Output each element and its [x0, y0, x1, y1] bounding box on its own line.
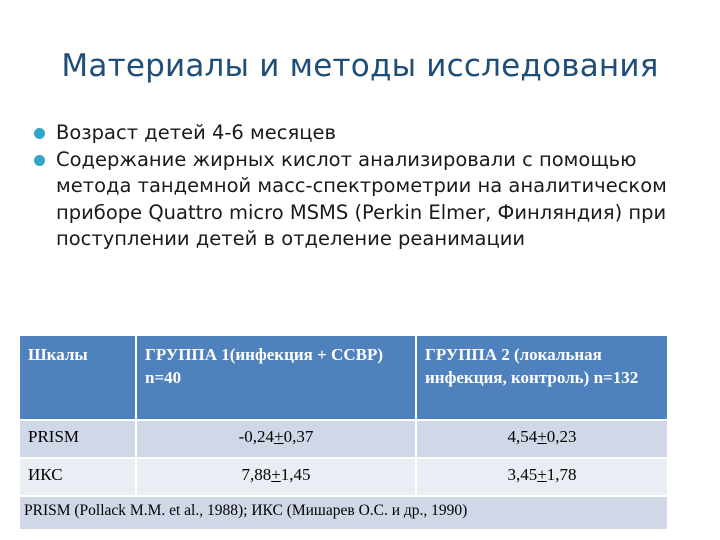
cell-group-2 — [416, 420, 668, 458]
plus-minus-sign: + — [271, 465, 281, 484]
cell-sd: 1,78 — [546, 465, 577, 484]
header-scales: Шкалы — [19, 335, 136, 420]
plus-minus-sign: + — [537, 465, 547, 484]
bullet-item — [34, 147, 704, 253]
cell-mean: -0,24 — [238, 427, 275, 446]
plus-minus-sign: + — [537, 427, 547, 446]
table-row — [19, 420, 668, 458]
cell-group-2 — [416, 458, 668, 496]
cell-mean: 4,54 — [507, 427, 538, 446]
bullet-item — [34, 120, 704, 147]
header-group-1: ГРУППА 1(инфекция + ССВР) n=40 — [136, 335, 416, 420]
cell-sd: 0,37 — [283, 427, 314, 446]
bullet-text: Содержание жирных кислот анализировали с помощью метода тандемной масс-спектрометрии на аналитическом приборе Quattro micro MSMS (Perkin Elmer, Финляндия) при поступлении детей в отделение реанимации — [56, 147, 667, 250]
table-footnote: PRISM (Pollack M.M. et al., 1988); ИКС (Мишарев О.С. и др., 1990) — [19, 496, 668, 530]
bullet-dot-icon — [34, 155, 45, 166]
bullet-list — [34, 120, 704, 253]
plus-minus-sign: + — [274, 427, 284, 446]
cell-sd: 0,23 — [546, 427, 577, 446]
table-row — [19, 458, 668, 496]
row-label: PRISM — [19, 420, 136, 458]
row-label: ИКС — [19, 458, 136, 496]
table-footnote-row — [19, 496, 668, 530]
cell-sd: 1,45 — [280, 465, 311, 484]
slide-title: Материалы и методы исследования — [61, 48, 659, 84]
bullet-text: Возраст детей 4-6 месяцев — [56, 121, 336, 144]
cell-mean: 7,88 — [241, 465, 272, 484]
bullet-dot-icon — [34, 128, 45, 139]
header-group-2: ГРУППА 2 (локальная инфекция, контроль) n=132 — [416, 335, 668, 420]
table-header-row — [19, 335, 668, 420]
results-table — [18, 334, 669, 531]
cell-mean: 3,45 — [507, 465, 538, 484]
cell-group-1 — [136, 420, 416, 458]
cell-group-1 — [136, 458, 416, 496]
